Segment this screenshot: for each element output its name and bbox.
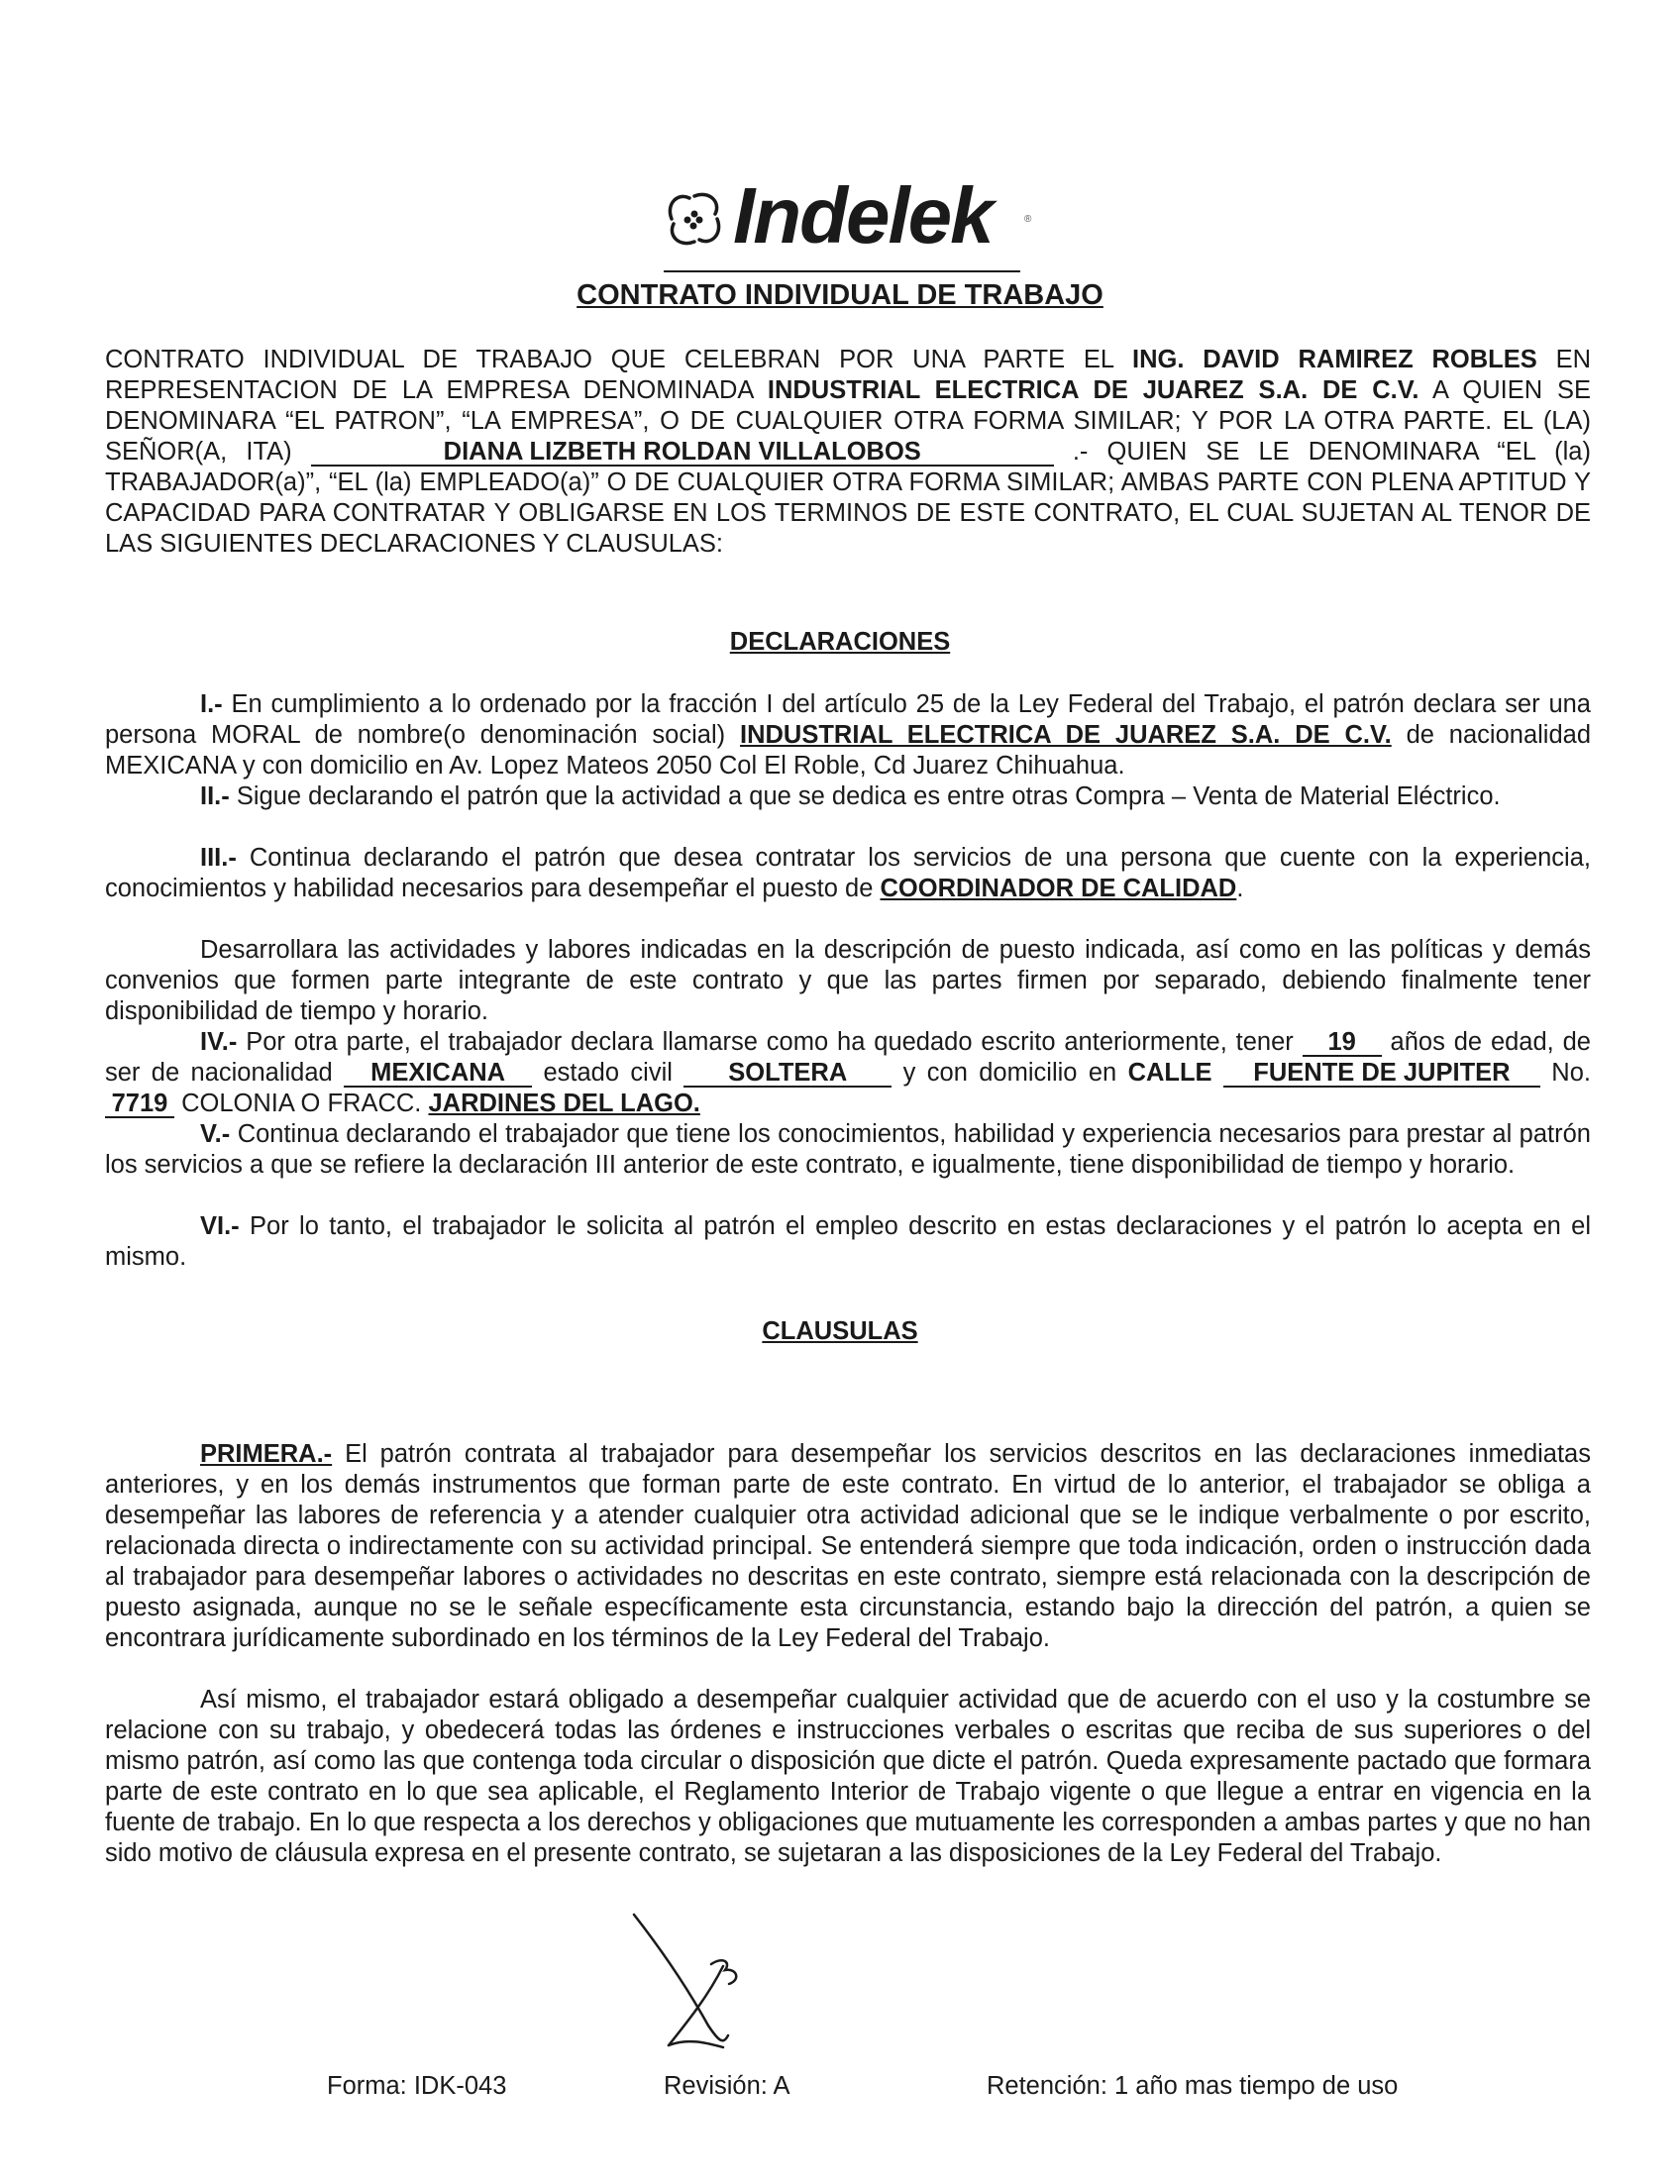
footer-form-code: Forma: IDK-043 — [327, 2072, 507, 2100]
job-position: COORDINADOR DE CALIDAD — [880, 875, 1237, 902]
declaration-vi: VI.- Por lo tanto, el trabajador le solicita al patrón el empleo descrito en estas declaraciones y el patrón lo acepta en el mismo. — [105, 1212, 1591, 1271]
declaration-i: I.- En cumplimiento a lo ordenado por la fracción I del artículo 25 de la Ley Federal del Trabajo, el patrón declara ser una persona MORAL de nombre(o denominación social) INDUSTRIAL ELECTRICA DE JUAREZ S.A. DE C.V. de nacionalidad MEXICANA y con domicilio en Av. Lopez Mateos 2050 Col El Roble, Cd Juarez Chihuahua. — [105, 690, 1592, 780]
document-title: CONTRATO INDIVIDUAL DE TRABAJO — [577, 279, 1103, 311]
representative-name: ING. DAVID RAMIREZ ROBLES — [1132, 346, 1537, 373]
intro-paragraph: CONTRATO INDIVIDUAL DE TRABAJO QUE CELEBRAN POR UNA PARTE EL ING. DAVID RAMIREZ ROBLES EN REPRESENTACION DE LA EMPRESA DENOMINADA INDUSTRIAL ELECTRICA DE JUAREZ S.A. DE C.V. A QUIEN SE DENOMINARA “EL PATRON”, “LA EMPRESA”, O DE CUALQUIER OTRA FORMA SIMILAR; Y POR LA OTRA PARTE. EL (LA) SEÑOR(A, ITA) DIANA LIZBETH ROLDAN VILLALOBOS .- QUIEN SE LE DENOMINARA “EL (la) TRABAJADOR(a)”, “EL (la) EMPLEADO(a)” O DE CUALQUIER OTRA FORMA SIMILAR; AMBAS PARTE CON PLENA APTITUD Y CAPACIDAD PARA CONTRATAR Y OBLIGARSE EN LOS TERMINOS DE ESTE CONTRATO, EL CUAL SUJETAN AL TENOR DE LAS SIGUIENTES DECLARACIONES Y CLAUSULAS: — [105, 346, 1591, 558]
declaration-iii-continued: Desarrollara las actividades y labores indicadas en la descripción de puesto indicada, así como en las políticas y demás convenios que formen parte integrante de este contrato y que las partes firmen por separado, debiendo finalmente tener disponibilidad de tiempo y horario. — [105, 936, 1591, 1025]
declaration-iii: III.- Continua declarando el patrón que desea contratar los servicios de una persona que cuente con la experiencia, conocimientos y habilidad necesarios para desempeñar el puesto de COORDINADOR DE CALIDAD. — [105, 844, 1591, 902]
employee-house-number: 7719 — [105, 1091, 174, 1118]
clausulas-heading: CLAUSULAS — [762, 1317, 918, 1345]
employee-colonia: JARDINES DEL LAGO. — [428, 1090, 700, 1117]
handwritten-signature — [614, 1907, 773, 2055]
registered-mark: ® — [1024, 214, 1032, 225]
declaration-iv: IV.- Por otra parte, el trabajador declara llamarse como ha quedado escrito anteriormente, tener 19 años de edad, de ser de nacionalidad MEXICANA estado civil SOLTERA y con domicilio en CALLE FUENTE DE JUPITER No. 7719 COLONIA O FRACC. JARDINES DEL LAGO. — [105, 1028, 1591, 1117]
employee-name: DIANA LIZBETH ROLDAN VILLALOBOS — [311, 439, 1054, 467]
employee-civil-status: SOLTERA — [683, 1060, 892, 1088]
declaration-ii: II.- Sigue declarando el patrón que la actividad a que se dedica es entre otras Compra – Venta de Material Eléctrico. — [200, 782, 1501, 810]
clause-primera: PRIMERA.- El patrón contrata al trabajador para desempeñar los servicios descritos en las declaraciones inmediatas anteriores, y en los demás instrumentos que forman parte de este contrato. En virtud de lo anterior, el trabajador se obliga a desempeñar las labores de referencia y a atender cualquier otra actividad adicional que se le indique verbalmente o por escrito, relacionada directa o indirectamente con su actividad principal. Se entenderá siempre que toda indicación, orden o instrucción dada al trabajador para desempeñar labores o actividades no descritas en este contrato, siempre está relacionada con la descripción de puesto asignada, aunque no se le señale específicamente esta circunstancia, estando bajo la dirección del patrón, a quien se encontrara jurídicamente subordinado en los términos de la Ley Federal del Trabajo. — [105, 1440, 1591, 1652]
employee-nationality: MEXICANA — [344, 1060, 532, 1088]
declaraciones-heading: DECLARACIONES — [729, 628, 951, 656]
declaration-v: V.- Continua declarando el trabajador que tiene los conocimientos, habilidad y experiencia necesarios para prestar al patrón los servicios a que se refiere la declaración III anterior de este contrato, e igualmente, tiene disponibilidad de tiempo y horario. — [105, 1120, 1591, 1179]
employee-street: FUENTE DE JUPITER — [1223, 1060, 1540, 1088]
indelek-swirl-logo-icon — [660, 184, 729, 254]
company-logo — [654, 171, 1050, 275]
employer-company-name: INDUSTRIAL ELECTRICA DE JUAREZ S.A. DE C.V. — [739, 721, 1392, 749]
employee-age: 19 — [1303, 1029, 1382, 1057]
clause-primera-continued: Así mismo, el trabajador estará obligado a desempeñar cualquier actividad que de acuerdo con el uso y la costumbre se relacione con su trabajo, y obedecerá todas las órdenes e instrucciones verbales o escritas que reciba de sus superiores o del mismo patrón, así como las que contenga toda circular o disposición que dicte el patrón. Queda expresamente pactado que formara parte de este contrato en lo que sea aplicable, el Reglamento Interior de Trabajo vigente o que llegue a entrar en vigencia en la fuente de trabajo. En lo que respecta a los derechos y obligaciones que mutuamente les corresponden a ambas partes y que no han sido motivo de cláusula expresa en el presente contrato, se sujetaran a las disposiciones de la Ley Federal del Trabajo. — [105, 1686, 1591, 1867]
logo-wordmark: Indelek — [733, 171, 993, 260]
company-name: INDUSTRIAL ELECTRICA DE JUAREZ S.A. DE C.V. — [767, 376, 1419, 404]
logo-underline — [664, 270, 1020, 272]
footer-revision: Revisión: A — [664, 2072, 790, 2100]
footer-retention: Retención: 1 año mas tiempo de uso — [987, 2072, 1399, 2100]
